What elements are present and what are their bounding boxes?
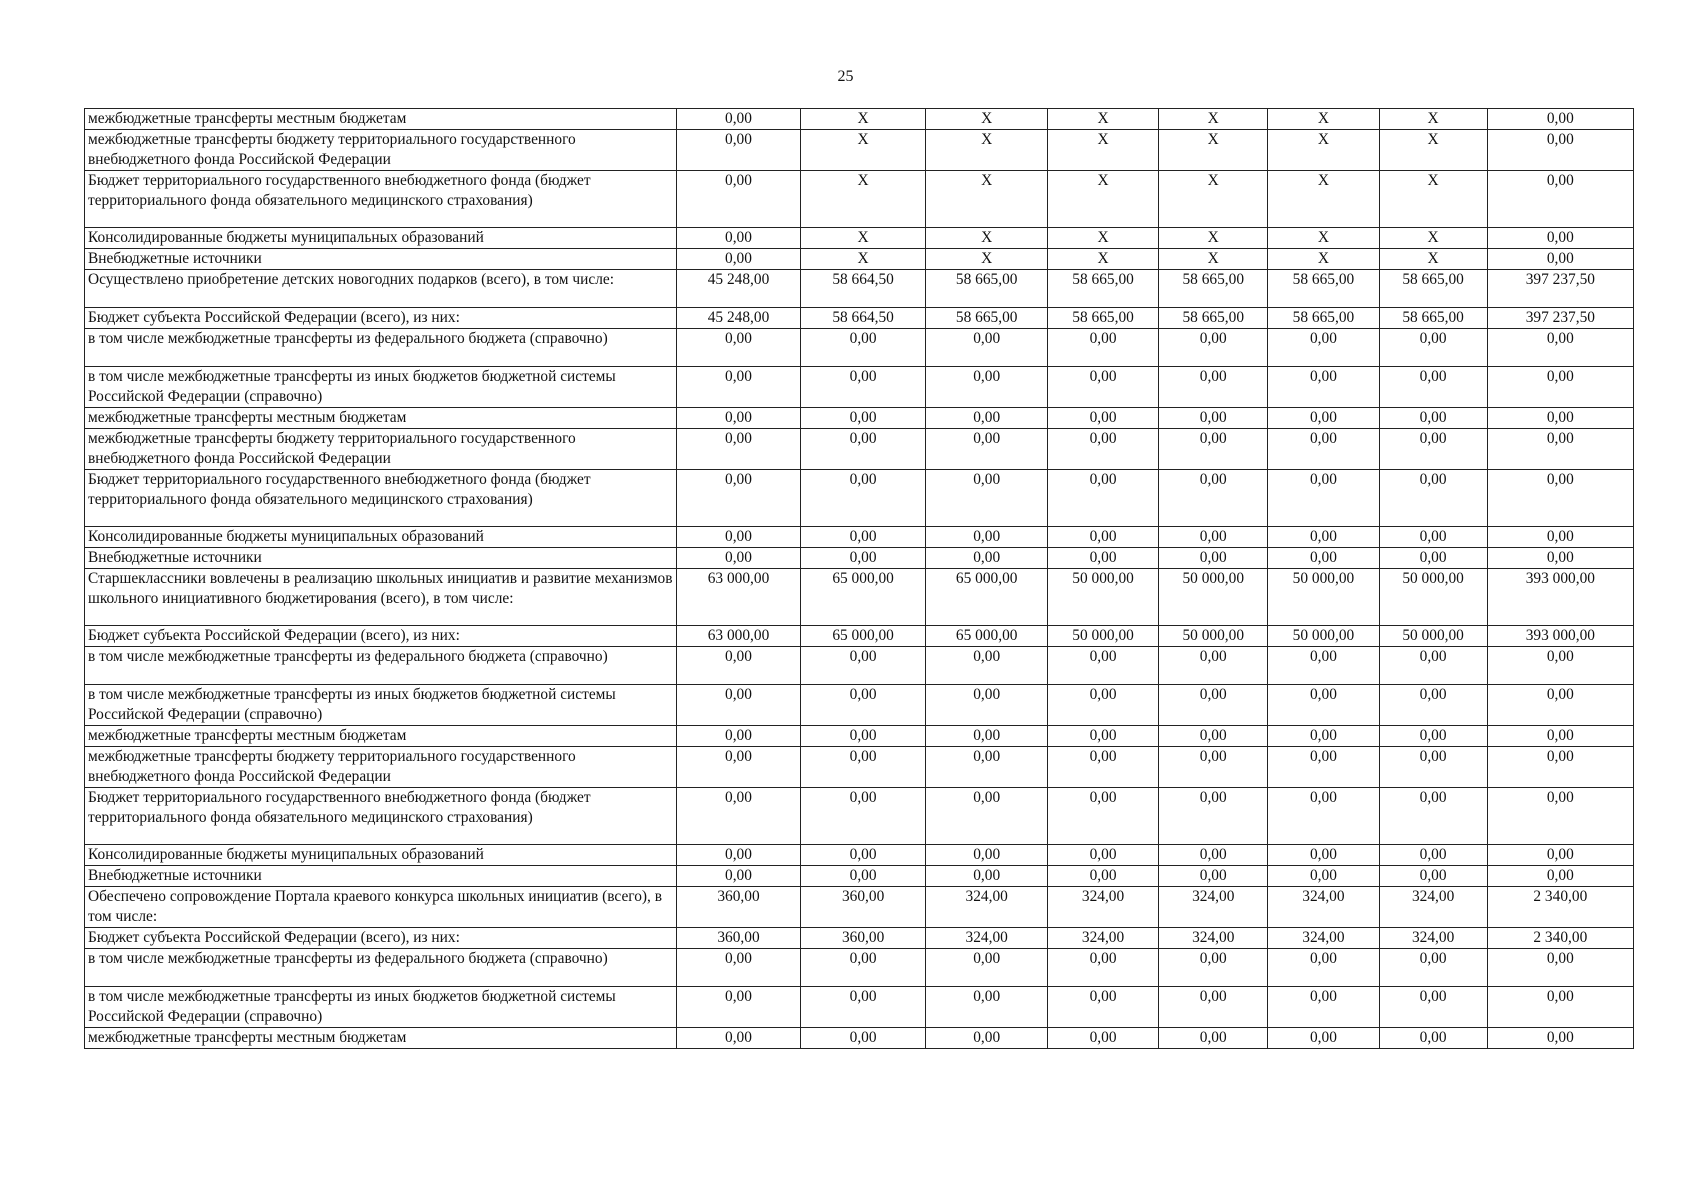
value-cell: 0,00 (1487, 367, 1633, 408)
row-label: Осуществлено приобретение детских новогодних подарков (всего), в том числе: (85, 270, 677, 308)
value-cell: Х (1268, 228, 1379, 249)
value-cell: 0,00 (1487, 470, 1633, 527)
value-cell: 0,00 (1487, 1028, 1633, 1049)
value-cell: 0,00 (800, 527, 926, 548)
table-row (85, 685, 1634, 726)
value-cell: 0,00 (1159, 367, 1268, 408)
value-cell: 0,00 (1047, 845, 1158, 866)
value-cell: 0,00 (1379, 866, 1487, 887)
value-cell: 0,00 (1379, 987, 1487, 1028)
value-cell: 0,00 (926, 408, 1048, 429)
value-cell: 0,00 (1047, 788, 1158, 845)
value-cell: 0,00 (1159, 429, 1268, 470)
value-cell: 397 237,50 (1487, 270, 1633, 308)
value-cell: 50 000,00 (1379, 569, 1487, 626)
row-label: в том числе межбюджетные трансферты из иных бюджетов бюджетной системы Российской Федерации (справочно) (85, 987, 677, 1028)
row-label: межбюджетные трансферты местным бюджетам (85, 109, 677, 130)
value-cell: 0,00 (677, 470, 801, 527)
value-cell: 397 237,50 (1487, 308, 1633, 329)
value-cell: 0,00 (1159, 548, 1268, 569)
value-cell: 0,00 (926, 527, 1048, 548)
value-cell: Х (1159, 171, 1268, 228)
value-cell: 0,00 (800, 329, 926, 367)
row-label: в том числе межбюджетные трансферты из иных бюджетов бюджетной системы Российской Федерации (справочно) (85, 367, 677, 408)
table-row (85, 866, 1634, 887)
table-row (85, 329, 1634, 367)
value-cell: 0,00 (1159, 527, 1268, 548)
value-cell: 50 000,00 (1159, 626, 1268, 647)
value-cell: 0,00 (1159, 845, 1268, 866)
table-row (85, 987, 1634, 1028)
value-cell: 0,00 (926, 987, 1048, 1028)
value-cell: 50 000,00 (1047, 569, 1158, 626)
value-cell: 0,00 (1268, 845, 1379, 866)
value-cell: Х (1268, 249, 1379, 270)
value-cell: 0,00 (1487, 429, 1633, 470)
table-row (85, 130, 1634, 171)
table-row (85, 249, 1634, 270)
value-cell: 0,00 (1268, 685, 1379, 726)
table-row (85, 109, 1634, 130)
value-cell: 0,00 (677, 527, 801, 548)
row-label: в том числе межбюджетные трансферты из федерального бюджета (справочно) (85, 329, 677, 367)
row-label: Бюджет субъекта Российской Федерации (всего), из них: (85, 308, 677, 329)
row-label: в том числе межбюджетные трансферты из иных бюджетов бюджетной системы Российской Федерации (справочно) (85, 685, 677, 726)
value-cell: 65 000,00 (926, 569, 1048, 626)
value-cell: 0,00 (1268, 647, 1379, 685)
table-row (85, 726, 1634, 747)
value-cell: 0,00 (1268, 788, 1379, 845)
value-cell: Х (800, 249, 926, 270)
value-cell: 0,00 (1159, 866, 1268, 887)
value-cell: 0,00 (800, 747, 926, 788)
value-cell: 45 248,00 (677, 270, 801, 308)
value-cell: Х (926, 109, 1048, 130)
value-cell: 0,00 (1268, 949, 1379, 987)
value-cell: 65 000,00 (800, 626, 926, 647)
value-cell: 0,00 (1159, 747, 1268, 788)
value-cell: 0,00 (1268, 527, 1379, 548)
value-cell: 58 665,00 (1379, 270, 1487, 308)
value-cell: 0,00 (1047, 726, 1158, 747)
value-cell: 0,00 (1268, 1028, 1379, 1049)
value-cell: Х (1379, 109, 1487, 130)
value-cell: 0,00 (1379, 1028, 1487, 1049)
table-row (85, 1028, 1634, 1049)
value-cell: 0,00 (1159, 685, 1268, 726)
value-cell: 0,00 (800, 987, 926, 1028)
value-cell: 0,00 (1379, 429, 1487, 470)
value-cell: Х (926, 228, 1048, 249)
row-label: в том числе межбюджетные трансферты из федерального бюджета (справочно) (85, 949, 677, 987)
row-label: Внебюджетные источники (85, 249, 677, 270)
row-label: межбюджетные трансферты бюджету территориального государственного внебюджетного фонда Российской Федерации (85, 130, 677, 171)
value-cell: 0,00 (1487, 647, 1633, 685)
table-row (85, 470, 1634, 527)
row-label: межбюджетные трансферты бюджету территориального государственного внебюджетного фонда Российской Федерации (85, 747, 677, 788)
value-cell: Х (1047, 130, 1158, 171)
value-cell: 58 665,00 (926, 308, 1048, 329)
value-cell: 0,00 (1159, 987, 1268, 1028)
value-cell: 0,00 (677, 429, 801, 470)
value-cell: 0,00 (800, 470, 926, 527)
value-cell: 324,00 (1047, 887, 1158, 928)
value-cell: 324,00 (1159, 928, 1268, 949)
value-cell: 58 665,00 (1047, 308, 1158, 329)
value-cell: Х (800, 109, 926, 130)
value-cell: 0,00 (1047, 367, 1158, 408)
value-cell: 0,00 (1047, 527, 1158, 548)
value-cell: 0,00 (1487, 685, 1633, 726)
value-cell: 0,00 (1159, 788, 1268, 845)
budget-table-body (85, 109, 1634, 1049)
value-cell: Х (800, 171, 926, 228)
value-cell: 0,00 (1268, 470, 1379, 527)
value-cell: Х (926, 130, 1048, 171)
value-cell: 0,00 (677, 647, 801, 685)
value-cell: 0,00 (1159, 647, 1268, 685)
row-label: Консолидированные бюджеты муниципальных образований (85, 228, 677, 249)
value-cell: Х (1159, 130, 1268, 171)
value-cell: 0,00 (926, 845, 1048, 866)
value-cell: Х (1268, 109, 1379, 130)
value-cell: Х (1047, 109, 1158, 130)
value-cell: 0,00 (677, 747, 801, 788)
value-cell: 0,00 (1379, 647, 1487, 685)
value-cell: 0,00 (1379, 949, 1487, 987)
value-cell: Х (1047, 228, 1158, 249)
value-cell: Х (800, 130, 926, 171)
value-cell: 360,00 (677, 928, 801, 949)
row-label: Обеспечено сопровождение Портала краевого конкурса школьных инициатив (всего), в том числе: (85, 887, 677, 928)
value-cell: 0,00 (1047, 470, 1158, 527)
value-cell: Х (800, 228, 926, 249)
value-cell: 58 665,00 (1047, 270, 1158, 308)
value-cell: 0,00 (1487, 866, 1633, 887)
value-cell: 0,00 (1487, 130, 1633, 171)
value-cell: 50 000,00 (1047, 626, 1158, 647)
table-row (85, 928, 1634, 949)
value-cell: 2 340,00 (1487, 928, 1633, 949)
value-cell: Х (1159, 109, 1268, 130)
value-cell: 0,00 (1047, 685, 1158, 726)
value-cell: 0,00 (926, 647, 1048, 685)
value-cell: 0,00 (926, 548, 1048, 569)
value-cell: 393 000,00 (1487, 569, 1633, 626)
value-cell: 0,00 (1487, 726, 1633, 747)
value-cell: 0,00 (1487, 788, 1633, 845)
value-cell: 0,00 (1487, 949, 1633, 987)
value-cell: 0,00 (926, 470, 1048, 527)
value-cell: 0,00 (1268, 429, 1379, 470)
value-cell: 0,00 (1487, 109, 1633, 130)
value-cell: 2 340,00 (1487, 887, 1633, 928)
value-cell: 0,00 (1379, 527, 1487, 548)
row-label: Бюджет территориального государственного внебюджетного фонда (бюджет территориального фонда обязательного медицинского страхования) (85, 171, 677, 228)
value-cell: 50 000,00 (1379, 626, 1487, 647)
value-cell: 58 665,00 (926, 270, 1048, 308)
value-cell: 0,00 (800, 1028, 926, 1049)
row-label: Внебюджетные источники (85, 548, 677, 569)
value-cell: 324,00 (926, 928, 1048, 949)
value-cell: 58 665,00 (1268, 308, 1379, 329)
value-cell: 0,00 (800, 408, 926, 429)
value-cell: 0,00 (1047, 429, 1158, 470)
value-cell: 324,00 (1379, 928, 1487, 949)
value-cell: 0,00 (800, 949, 926, 987)
value-cell: 0,00 (800, 788, 926, 845)
value-cell: 0,00 (677, 845, 801, 866)
value-cell: 0,00 (926, 429, 1048, 470)
row-label: Консолидированные бюджеты муниципальных образований (85, 527, 677, 548)
value-cell: 0,00 (677, 548, 801, 569)
value-cell: Х (926, 249, 1048, 270)
row-label: Бюджет субъекта Российской Федерации (всего), из них: (85, 626, 677, 647)
value-cell: Х (1379, 228, 1487, 249)
value-cell: 0,00 (677, 171, 801, 228)
value-cell: 0,00 (800, 866, 926, 887)
value-cell: 324,00 (1268, 928, 1379, 949)
value-cell: 360,00 (800, 928, 926, 949)
value-cell: 0,00 (1268, 408, 1379, 429)
value-cell: 50 000,00 (1268, 626, 1379, 647)
row-label: межбюджетные трансферты местным бюджетам (85, 1028, 677, 1049)
table-row (85, 887, 1634, 928)
table-row (85, 788, 1634, 845)
value-cell: 65 000,00 (926, 626, 1048, 647)
value-cell: 0,00 (1487, 747, 1633, 788)
row-label: Бюджет территориального государственного внебюджетного фонда (бюджет территориального фонда обязательного медицинского страхования) (85, 788, 677, 845)
value-cell: 0,00 (1487, 329, 1633, 367)
value-cell: 393 000,00 (1487, 626, 1633, 647)
value-cell: 0,00 (677, 788, 801, 845)
value-cell: 45 248,00 (677, 308, 801, 329)
table-row (85, 569, 1634, 626)
value-cell: 0,00 (677, 408, 801, 429)
table-row (85, 626, 1634, 647)
value-cell: 0,00 (677, 987, 801, 1028)
page-number: 25 (837, 68, 854, 85)
value-cell: 0,00 (677, 726, 801, 747)
value-cell: 324,00 (1379, 887, 1487, 928)
value-cell: 0,00 (1159, 1028, 1268, 1049)
value-cell: 0,00 (1268, 866, 1379, 887)
value-cell: 0,00 (1047, 949, 1158, 987)
value-cell: 58 665,00 (1159, 308, 1268, 329)
value-cell: 0,00 (800, 726, 926, 747)
value-cell: 0,00 (1268, 548, 1379, 569)
value-cell: 0,00 (1268, 329, 1379, 367)
value-cell: 0,00 (800, 685, 926, 726)
value-cell: 0,00 (926, 747, 1048, 788)
value-cell: 0,00 (1159, 470, 1268, 527)
value-cell: 0,00 (1268, 987, 1379, 1028)
value-cell: 0,00 (926, 1028, 1048, 1049)
value-cell: 0,00 (1379, 726, 1487, 747)
value-cell: 324,00 (1159, 887, 1268, 928)
value-cell: Х (1379, 171, 1487, 228)
value-cell: 0,00 (677, 367, 801, 408)
value-cell: 0,00 (677, 228, 801, 249)
value-cell: 0,00 (1268, 367, 1379, 408)
value-cell: 0,00 (677, 109, 801, 130)
value-cell: 58 665,00 (1268, 270, 1379, 308)
value-cell: 0,00 (1379, 685, 1487, 726)
table-row (85, 527, 1634, 548)
value-cell: 0,00 (677, 130, 801, 171)
table-row (85, 270, 1634, 308)
value-cell: 0,00 (677, 866, 801, 887)
value-cell: 360,00 (800, 887, 926, 928)
value-cell: 58 664,50 (800, 308, 926, 329)
value-cell: 0,00 (1379, 548, 1487, 569)
value-cell: 324,00 (1268, 887, 1379, 928)
value-cell: 0,00 (1047, 408, 1158, 429)
value-cell: 0,00 (1379, 408, 1487, 429)
value-cell: 0,00 (1487, 249, 1633, 270)
value-cell: Х (1047, 249, 1158, 270)
value-cell: 0,00 (1379, 367, 1487, 408)
table-row (85, 747, 1634, 788)
row-label: Консолидированные бюджеты муниципальных образований (85, 845, 677, 866)
value-cell: Х (1159, 228, 1268, 249)
value-cell: 0,00 (1159, 949, 1268, 987)
row-label: в том числе межбюджетные трансферты из федерального бюджета (справочно) (85, 647, 677, 685)
value-cell: Х (1047, 171, 1158, 228)
value-cell: 0,00 (1047, 747, 1158, 788)
value-cell: Х (1379, 130, 1487, 171)
value-cell: 58 665,00 (1159, 270, 1268, 308)
value-cell: 0,00 (677, 249, 801, 270)
value-cell: 0,00 (1487, 171, 1633, 228)
value-cell: 324,00 (1047, 928, 1158, 949)
row-label: межбюджетные трансферты местным бюджетам (85, 726, 677, 747)
value-cell: 0,00 (1487, 228, 1633, 249)
value-cell: 0,00 (1487, 408, 1633, 429)
value-cell: 0,00 (1379, 329, 1487, 367)
value-cell: 0,00 (926, 685, 1048, 726)
value-cell: Х (1159, 249, 1268, 270)
value-cell: 0,00 (926, 866, 1048, 887)
value-cell: Х (1379, 249, 1487, 270)
row-label: Бюджет субъекта Российской Федерации (всего), из них: (85, 928, 677, 949)
value-cell: 63 000,00 (677, 569, 801, 626)
value-cell: 0,00 (1379, 845, 1487, 866)
value-cell: Х (1268, 171, 1379, 228)
value-cell: 0,00 (800, 429, 926, 470)
value-cell: 58 664,50 (800, 270, 926, 308)
value-cell: 50 000,00 (1159, 569, 1268, 626)
value-cell: 0,00 (1487, 845, 1633, 866)
value-cell: 0,00 (1159, 329, 1268, 367)
value-cell: 58 665,00 (1379, 308, 1487, 329)
value-cell: 0,00 (926, 329, 1048, 367)
value-cell: 0,00 (1047, 329, 1158, 367)
value-cell: 0,00 (800, 845, 926, 866)
value-cell: 0,00 (1379, 747, 1487, 788)
value-cell: 0,00 (1379, 788, 1487, 845)
value-cell: 0,00 (1268, 726, 1379, 747)
value-cell: 65 000,00 (800, 569, 926, 626)
value-cell: 0,00 (1379, 470, 1487, 527)
table-row (85, 408, 1634, 429)
budget-table (84, 108, 1634, 1049)
value-cell: 0,00 (926, 788, 1048, 845)
table-row (85, 308, 1634, 329)
value-cell: 0,00 (677, 685, 801, 726)
value-cell: 0,00 (677, 329, 801, 367)
row-label: Старшеклассники вовлечены в реализацию школьных инициатив и развитие механизмов школьного инициативного бюджетирования (всего), в том числе: (85, 569, 677, 626)
table-row (85, 367, 1634, 408)
value-cell: 0,00 (1047, 647, 1158, 685)
value-cell: 0,00 (800, 548, 926, 569)
row-label: межбюджетные трансферты бюджету территориального государственного внебюджетного фонда Российской Федерации (85, 429, 677, 470)
value-cell: 324,00 (926, 887, 1048, 928)
value-cell: 0,00 (1268, 747, 1379, 788)
value-cell: 0,00 (926, 949, 1048, 987)
value-cell: 0,00 (800, 367, 926, 408)
row-label: Внебюджетные источники (85, 866, 677, 887)
table-row (85, 949, 1634, 987)
value-cell: 0,00 (1047, 866, 1158, 887)
value-cell: 360,00 (677, 887, 801, 928)
value-cell: 0,00 (1159, 726, 1268, 747)
value-cell: 0,00 (1047, 1028, 1158, 1049)
value-cell: 0,00 (1047, 548, 1158, 569)
value-cell: Х (1268, 130, 1379, 171)
value-cell: 0,00 (800, 647, 926, 685)
value-cell: 0,00 (926, 726, 1048, 747)
table-row (85, 429, 1634, 470)
table-row (85, 228, 1634, 249)
table-row (85, 548, 1634, 569)
value-cell: 0,00 (1487, 548, 1633, 569)
value-cell: 0,00 (677, 949, 801, 987)
value-cell: 63 000,00 (677, 626, 801, 647)
value-cell: 0,00 (1487, 987, 1633, 1028)
table-row (85, 647, 1634, 685)
value-cell: 0,00 (1159, 408, 1268, 429)
table-row (85, 845, 1634, 866)
row-label: Бюджет территориального государственного внебюджетного фонда (бюджет территориального фонда обязательного медицинского страхования) (85, 470, 677, 527)
value-cell: 0,00 (1047, 987, 1158, 1028)
table-row (85, 171, 1634, 228)
value-cell: 50 000,00 (1268, 569, 1379, 626)
value-cell: 0,00 (677, 1028, 801, 1049)
row-label: межбюджетные трансферты местным бюджетам (85, 408, 677, 429)
value-cell: 0,00 (1487, 527, 1633, 548)
value-cell: 0,00 (926, 367, 1048, 408)
value-cell: Х (926, 171, 1048, 228)
